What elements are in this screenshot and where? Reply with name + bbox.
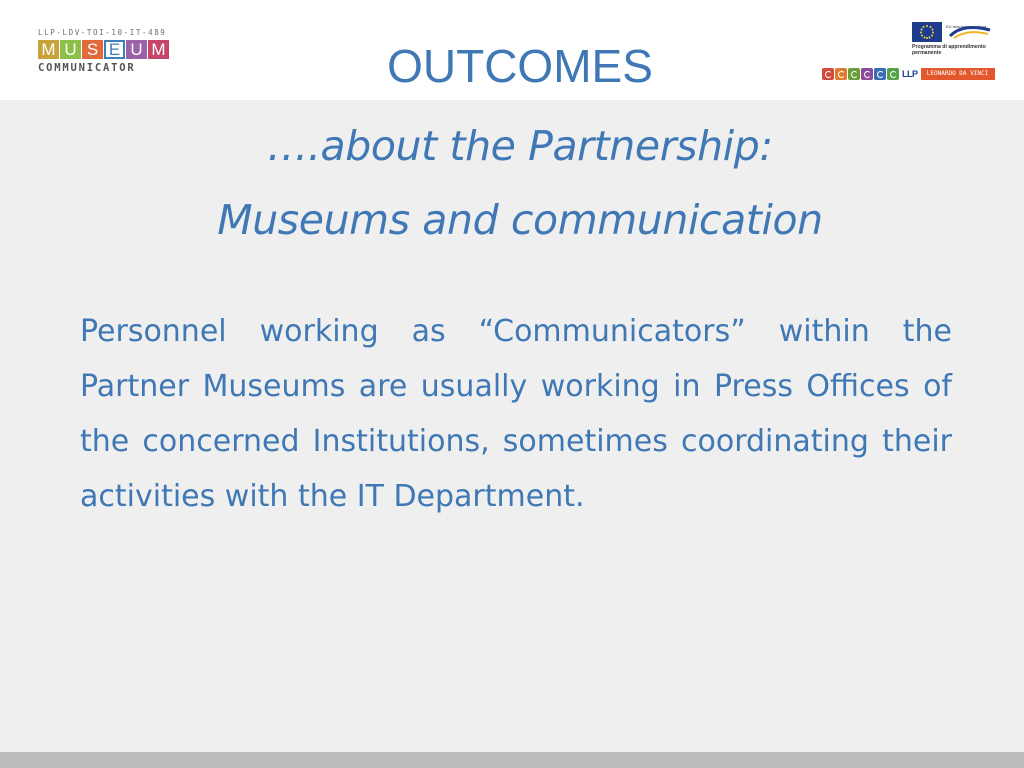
logo-letter: M [38, 40, 59, 59]
color-square-icon [822, 68, 834, 80]
logo-letter: E [104, 40, 125, 59]
logo-subtitle: COMMUNICATOR [38, 62, 136, 74]
color-square-icon [861, 68, 873, 80]
project-code: LLP-LDV-TOI-10-IT-489 [38, 28, 167, 37]
swirl-icon [948, 24, 992, 40]
leonardo-row [822, 68, 995, 80]
color-square-icon [848, 68, 860, 80]
leonardo-banner: LEONARDO DA VINCI [921, 68, 995, 80]
subtitle-line-1: ….about the Partnership: [267, 122, 773, 170]
logo-letter: U [126, 40, 147, 59]
logo-letter: S [82, 40, 103, 59]
logo-letter: M [148, 40, 169, 59]
color-square-icon [835, 68, 847, 80]
llp-label: LLP [902, 69, 918, 79]
slide-title: OUTCOMES [387, 40, 653, 92]
body-paragraph: Personnel working as “Communicators” within the Partner Museums are usually working in Press Offices of the concerned Institutions, sometimes coordinating their activities with the IT Department. [80, 314, 952, 514]
llp-leonardo-logo [822, 22, 994, 84]
slide-footer-bar [0, 752, 1024, 768]
eu-caption: EU istruzione e cultura [946, 24, 987, 29]
eu-flag-icon [912, 22, 942, 42]
color-square-icon [887, 68, 899, 80]
program-caption: Programma di apprendimento permanente [912, 44, 986, 56]
color-square-icon [874, 68, 886, 80]
subtitle-line-2: Museums and communication [217, 196, 823, 244]
logo-letter: U [60, 40, 81, 59]
